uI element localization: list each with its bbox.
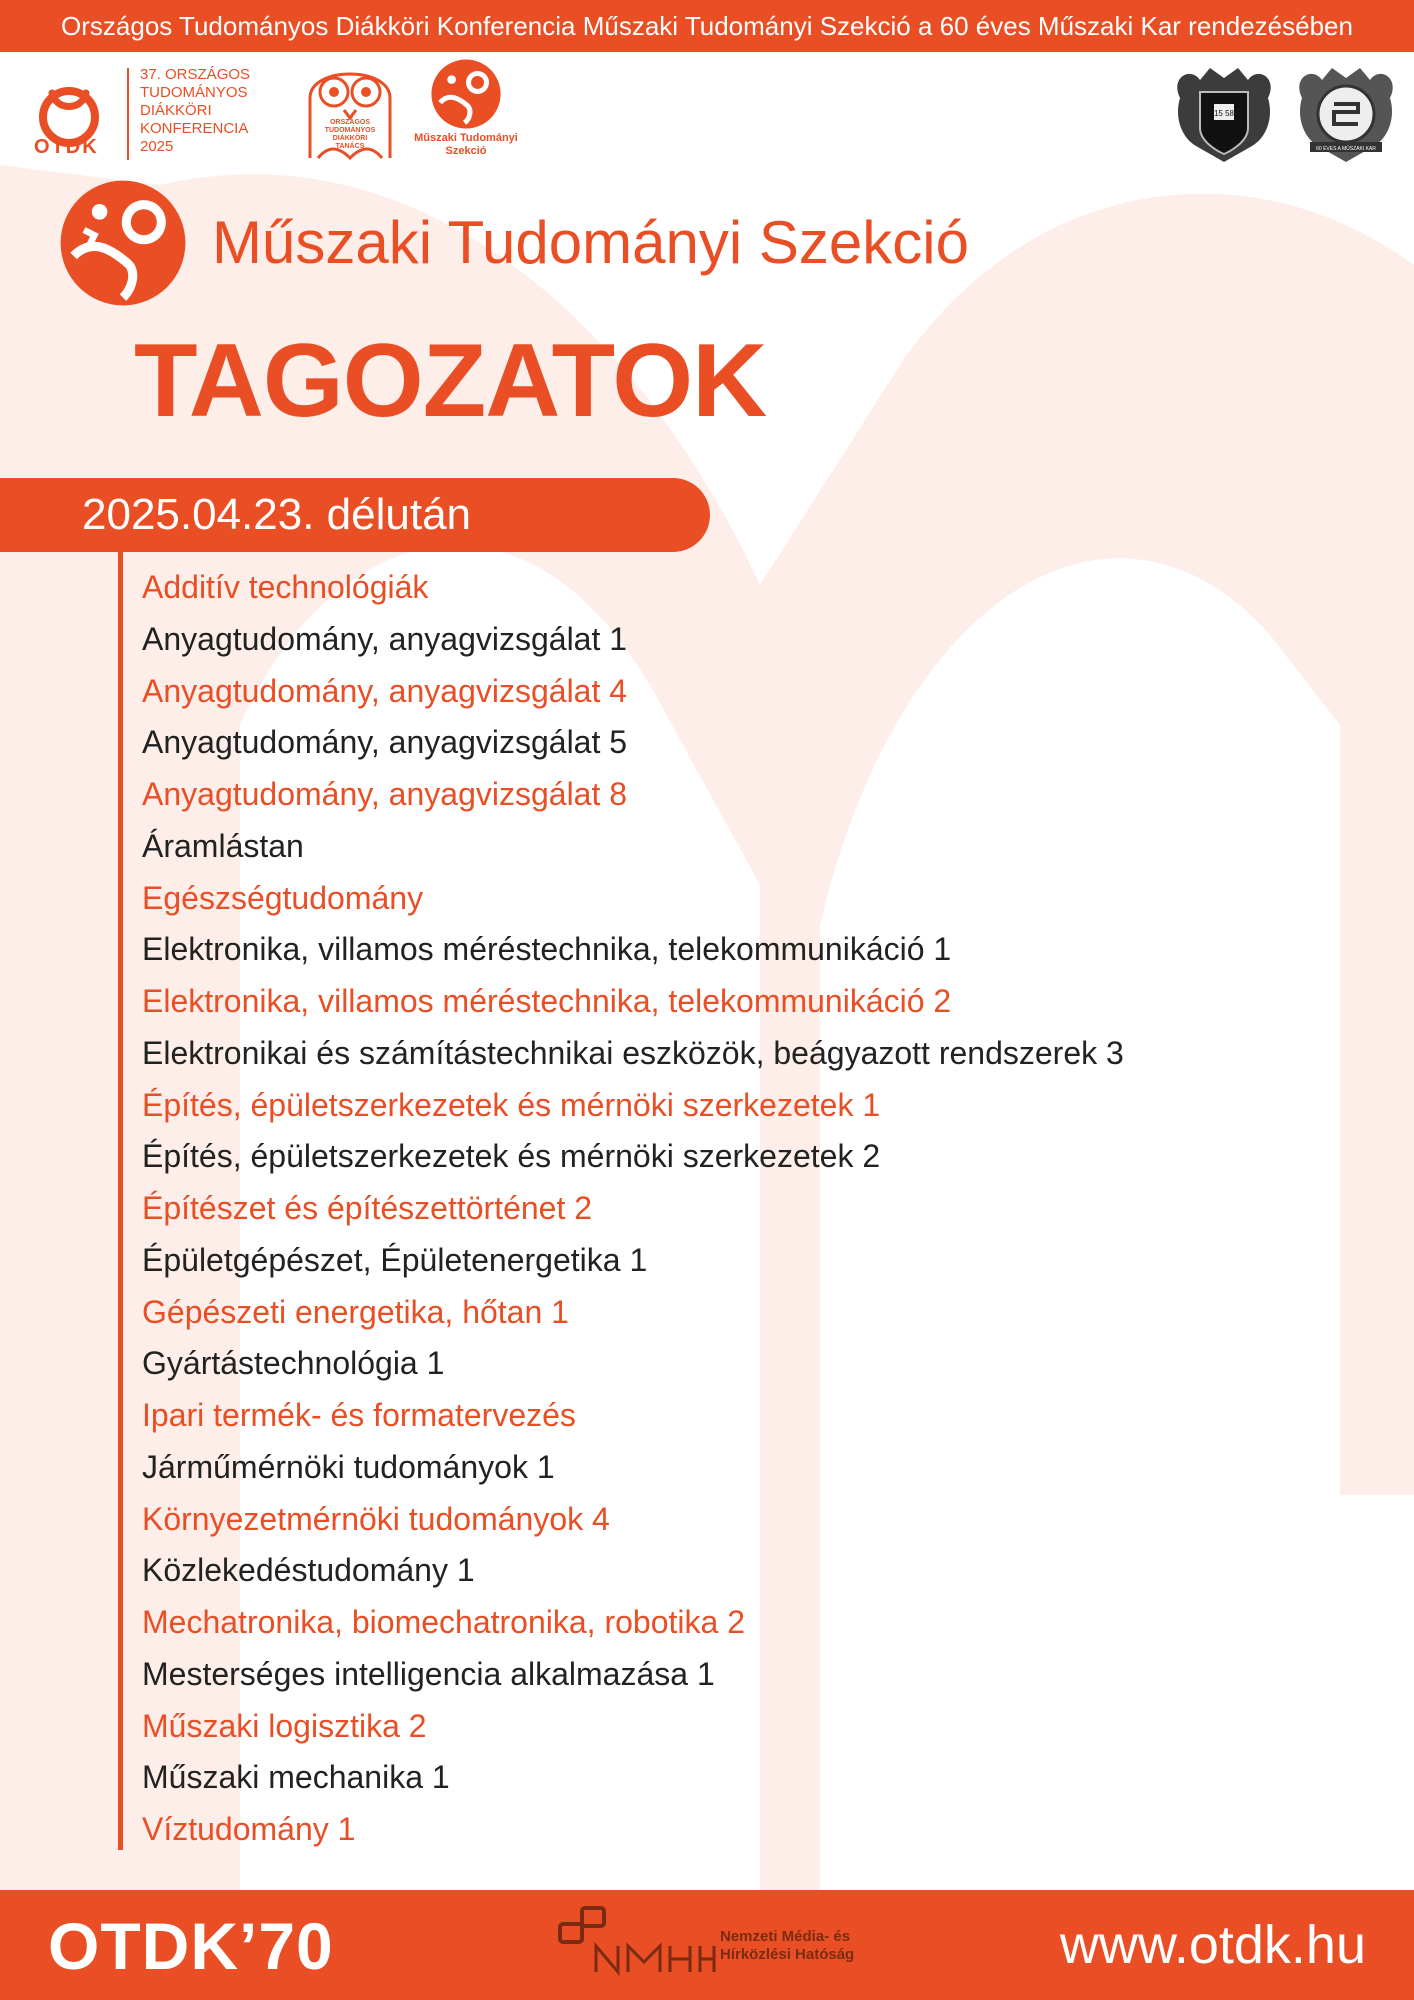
crest2-caption: 60 ÉVES A MŰSZAKI KAR: [1316, 146, 1376, 152]
council-line: DIÁKKÖRI: [332, 135, 368, 142]
nmhh-logo-icon: [556, 1898, 716, 1988]
list-item: Mechatronika, biomechatronika, robotika 2: [142, 1604, 745, 1640]
list-item: Gyártástechnológia 1: [142, 1345, 445, 1382]
list-item: Egészségtudomány: [142, 879, 424, 916]
owl-council-logo-icon: [298, 58, 402, 164]
list-item: Additív technológiák: [142, 569, 429, 605]
section-logo-label: [412, 132, 520, 158]
faculty-60-crest-icon: [1292, 58, 1400, 164]
list-item: Mesterséges intelligencia alkalmazása 1: [142, 1655, 715, 1692]
list-item: Elektronika, villamos méréstechnika, telekommunikáció 2: [142, 983, 952, 1019]
conference-line: 37. ORSZÁGOS: [140, 66, 251, 83]
list-item: Környezetmérnöki tudományok 4: [142, 1500, 610, 1537]
website-link[interactable]: www.otdk.hu: [1059, 1915, 1366, 1975]
nmhh-line: Nemzeti Média- és: [720, 1928, 851, 1945]
session-date: 2025.04.23. délután: [82, 490, 472, 539]
section-gear-icon: [58, 178, 188, 308]
section-list: [142, 562, 1124, 1856]
council-line: TANÁCS: [335, 143, 365, 150]
footer-brand: OTDK’70: [48, 1909, 334, 1983]
council-line: ORSZÁGOS: [329, 119, 371, 126]
list-item: Építés, épületszerkezetek és mérnöki szerkezetek 1: [142, 1086, 881, 1123]
footer-bar: [0, 1890, 1414, 2000]
list-item: Műszaki mechanika 1: [142, 1759, 450, 1796]
list-accent-line: [118, 552, 123, 1850]
council-line: TUDOMÁNYOS: [324, 127, 376, 134]
session-date-banner: [0, 478, 710, 552]
section-logo-line: Szekció: [445, 145, 487, 157]
conference-line: DIÁKKÖRI: [140, 102, 212, 119]
list-item: Gépészeti energetika, hőtan 1: [142, 1293, 569, 1330]
list-item: Ipari termék- és formatervezés: [142, 1397, 576, 1433]
conference-line: KONFERENCIA: [140, 120, 249, 137]
conference-line: 2025: [140, 138, 174, 155]
top-banner-text: Országos Tudományos Diákköri Konferencia Műszaki Tudományi Szekció a 60 éves Műszaki Kar rendezésében: [61, 10, 1353, 41]
list-item: Építés, épületszerkezetek és mérnöki szerkezetek 2: [142, 1138, 881, 1175]
nmhh-text: [720, 1928, 854, 1964]
list-item: Építészet és építészettörténet 2: [142, 1190, 593, 1226]
list-item: Anyagtudomány, anyagvizsgálat 5: [142, 724, 628, 761]
list-item: Víztudomány 1: [142, 1811, 356, 1847]
logo-divider: [127, 68, 129, 160]
otdk-logo-word: OTDK: [34, 136, 99, 158]
section-gear-small-icon: [430, 58, 502, 130]
list-item: Épületgépészet, Épületenergetika 1: [142, 1241, 648, 1278]
section-logo-line: Műszaki Tudományi: [414, 132, 518, 144]
list-item: Műszaki logisztika 2: [142, 1707, 427, 1744]
university-crest-icon: [1170, 58, 1278, 164]
list-item: Elektronika, villamos méréstechnika, telekommunikáció 1: [142, 931, 952, 968]
conference-line: TUDOMÁNYOS: [140, 84, 248, 101]
conference-logo-text: [140, 66, 290, 156]
crest-year: 15 58: [1213, 109, 1235, 118]
list-item: Anyagtudomány, anyagvizsgálat 4: [142, 672, 628, 709]
nmhh-line: Hírközlési Hatóság: [720, 1946, 855, 1963]
section-title: Műszaki Tudományi Szekció: [212, 209, 969, 276]
list-item: Elektronikai és számítástechnikai eszközök, beágyazott rendszerek 3: [142, 1034, 1124, 1071]
list-item: Járműmérnöki tudományok 1: [142, 1448, 555, 1485]
list-item: Anyagtudomány, anyagvizsgálat 8: [142, 776, 628, 812]
list-item: Közlekedéstudomány 1: [142, 1552, 475, 1589]
logo-row: [0, 58, 1414, 168]
list-item: Áramlástan: [142, 827, 304, 864]
list-item: Anyagtudomány, anyagvizsgálat 1: [142, 620, 628, 657]
top-banner: [0, 0, 1414, 52]
page-title: TAGOZATOK: [134, 323, 767, 439]
